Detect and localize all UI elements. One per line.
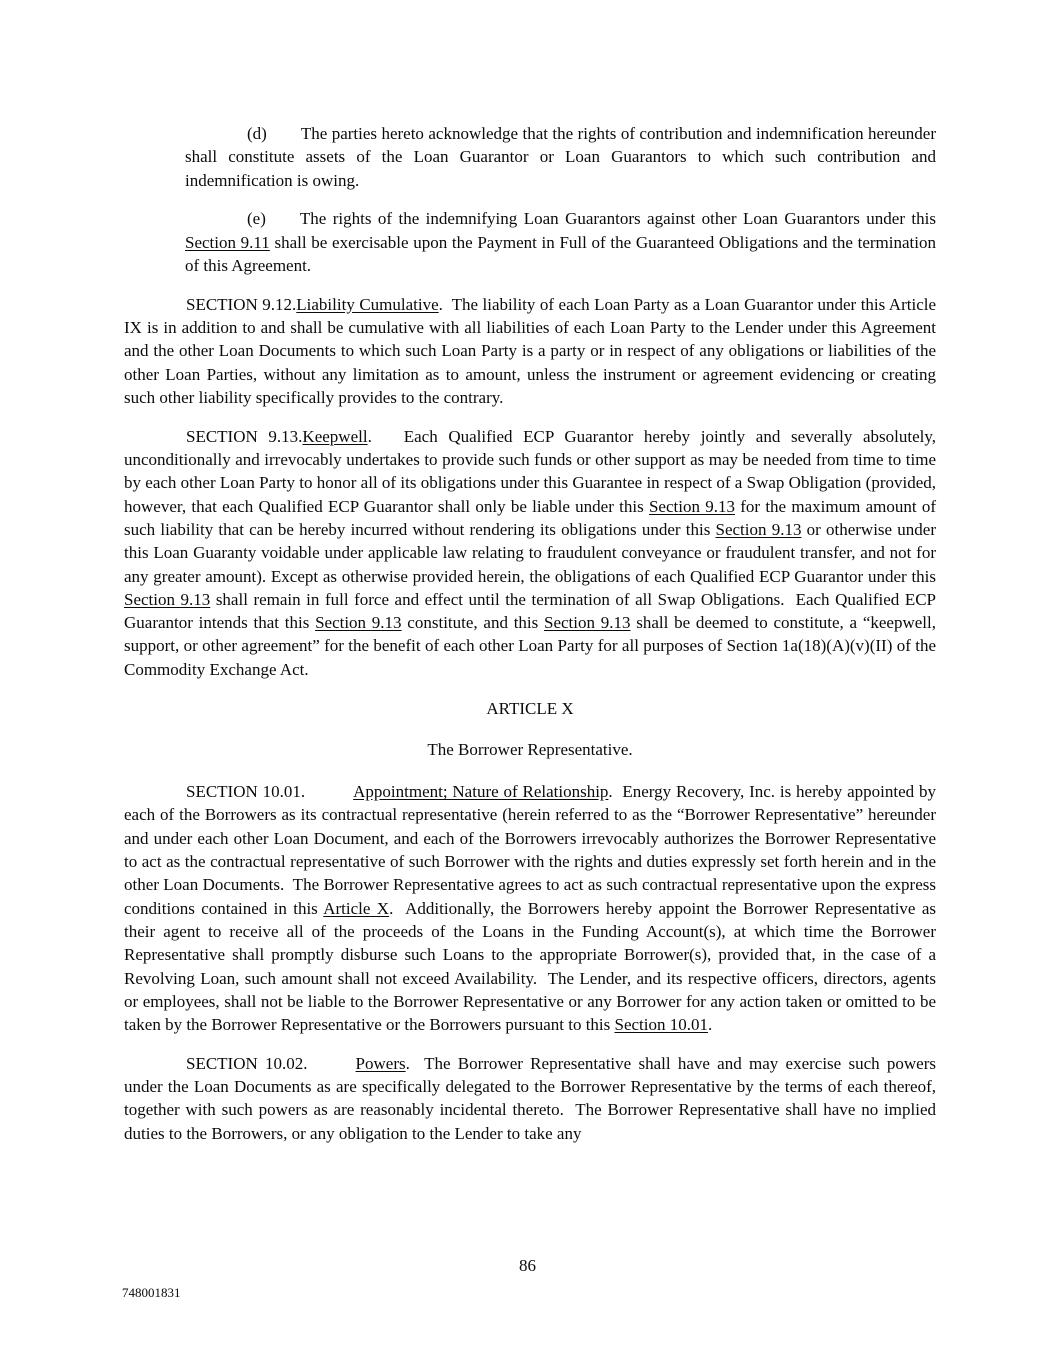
text-run: The rights of the indemnifying Loan Guarantors against other Loan Guarantors under this	[299, 209, 936, 229]
section-10-01	[124, 780, 936, 1036]
text-run: . The Borrower Representative shall have and may exercise such powers under the Loan Documents as are specifically delegated to the Borrower Representative by the terms of each thereof, together with such powers as are reasonably incidental thereto. The Borrower Representative shall have no implied duties to the Borrowers, or any obligation to the Lender to take any	[124, 1053, 937, 1143]
underlined-reference: Section 9.11	[185, 232, 270, 252]
text-run: ARTICLE X	[486, 698, 574, 718]
text-run: shall be exercisable upon the Payment in Full of the Guaranteed Obligations and the termination of this Agreement.	[185, 232, 936, 275]
text-run: SECTION 10.02.	[186, 1053, 308, 1073]
text-run: SECTION 10.01.	[186, 782, 306, 802]
document-id-number: 748001831	[122, 1285, 181, 1300]
underlined-reference: Article X	[323, 898, 390, 918]
text-run: . The liability of each Loan Party as a Loan Guarantor under this Article IX is in addition to and shall be cumulative with all liabilities of each Loan Party to the Lender under this Agreement and the other Loan Documents to which such Loan Party is a party or in respect of any obligations or liabilities of the other Loan Parties, without any limitation as to amount, unless the instrument or agreement evidencing or creating such other liability specifically provides to the contrary.	[124, 294, 937, 407]
text-run: (d)	[247, 124, 267, 143]
underlined-reference: Section 9.13	[124, 589, 211, 609]
underlined-reference: Keepwell	[302, 426, 368, 446]
article-x-subheading	[124, 738, 936, 761]
text-run: The Borrower Representative.	[427, 740, 633, 760]
underlined-reference: Liability Cumulative	[296, 294, 439, 314]
underlined-reference: Section 9.13	[715, 519, 802, 539]
document-body	[124, 122, 936, 1161]
section-9-13	[124, 425, 936, 681]
page-number: 86	[519, 1256, 536, 1275]
text-run: . Each Qualified ECP Guarantor hereby jointly and severally absolutely, unconditionally and irrevocably undertakes to provide such funds or other support as may be needed from time to time by each other Loan Party to honor all of its obligations under this Guarantee in respect of a Swap Obligation (provided, however, that each Qualified ECP Guarantor shall only be liable under this	[124, 426, 936, 516]
section-10-02	[124, 1052, 936, 1145]
text-run: shall be deemed to constitute, a “keepwell, support, or other agreement” for the benefit of each other Loan Party for all purposes of Section 1a(18)(A)(v)(II) of the Commodity Exchange Act.	[124, 613, 936, 679]
underlined-reference: Section 10.01	[614, 1015, 709, 1035]
text-run: SECTION 9.13.	[186, 426, 303, 446]
underlined-reference: Section 9.13	[315, 613, 402, 633]
text-run: . Energy Recovery, Inc. is hereby appointed by each of the Borrowers as its contractual representative (herein referred to as the “Borrower Representative” hereunder and under each other Loan Document, and each of the Borrowers irrevocably authorizes the Borrower Representative to act as the contractual representative of such Borrower with the rights and duties expressly set forth herein and in the other Loan Documents. The Borrower Representative agrees to act as such contractual representative upon the express conditions contained in this	[124, 782, 936, 918]
underlined-reference: Section 9.13	[648, 496, 735, 516]
underlined-reference: Powers	[355, 1053, 406, 1073]
text-run: shall remain in full force and effect until the termination of all Swap Obligations. Each Qualified ECP Guarantor intends that this	[124, 589, 936, 633]
underlined-reference: Section 9.13	[544, 613, 631, 633]
article-x-heading	[124, 697, 936, 720]
underlined-reference: Appointment; Nature of Relationship	[353, 782, 609, 802]
text-run: or otherwise under this Loan Guaranty voidable under applicable law relating to fraudulent conveyance or fraudulent transfer, and not for any greater amount). Except as otherwise provided herein, the obligations of each Qualified ECP Guarantor under this	[124, 519, 936, 586]
text-run: SECTION 9.12.	[186, 294, 297, 314]
section-9-12	[124, 293, 936, 409]
text-run: constitute, and this	[401, 613, 544, 633]
text-run: . Additionally, the Borrowers hereby appoint the Borrower Representative as their agent to receive all of the proceeds of the Loans in the Funding Account(s), at which time the Borrower Representative shall promptly disburse such Loans to the appropriate Borrower(s), provided that, in the case of a Revolving Loan, such amount shall not exceed Availability. The Lender, and its respective officers, directors, agents or employees, shall not be liable to the Borrower Representative or any Borrower for any action taken or omitted to be taken by the Borrower Representative or the Borrowers pursuant to this	[124, 898, 936, 1035]
paragraph-e	[185, 207, 936, 277]
text-run: .	[708, 1015, 713, 1035]
text-run: for the maximum amount of such liability that can be hereby incurred without rendering its obligations under this	[124, 496, 936, 539]
text-run: (e)	[247, 209, 266, 229]
paragraph-d	[185, 122, 936, 192]
text-run: The parties hereto acknowledge that the rights of contribution and indemnification hereunder shall constitute assets of the Loan Guarantor or Loan Guarantors to which such contribution and indemnification is owing.	[185, 124, 936, 190]
